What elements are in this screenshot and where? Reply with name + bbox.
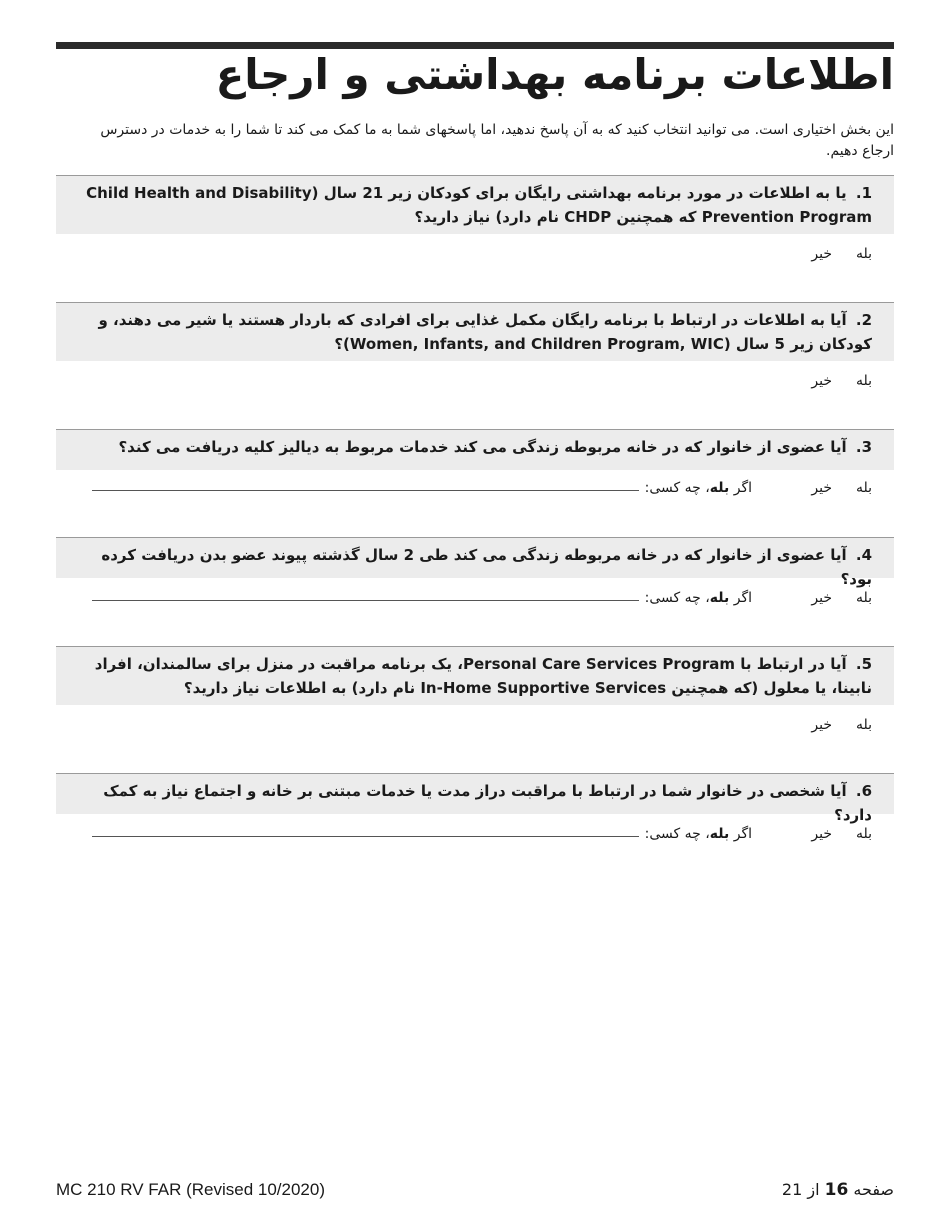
form-id: MC 210 RV FAR (Revised 10/2020) — [56, 1180, 325, 1199]
question-number: 1. — [855, 184, 872, 202]
question-number: 3. — [855, 438, 872, 456]
no-option[interactable]: خیر — [811, 717, 832, 733]
question-text: آیا شخصی در خانوار شما در ارتباط با مراقبت دراز مدت یا خدمات مبتنی بر خانه و اجتماع نیاز به کمک دارد؟ — [103, 782, 872, 824]
question-number: 5. — [855, 655, 872, 673]
question-text: آیا عضوی از خانوار که در خانه مربوطه زندگی می کند خدمات مربوط به دیالیز کلیه دریافت می کند؟ — [118, 438, 847, 456]
no-option[interactable]: خیر — [811, 246, 832, 262]
question-text: آیا عضوی از خانوار که در خانه مربوطه زندگی می کند طی 2 سال گذشته پیوند عضو بدن دریافت کرده بود؟ — [101, 546, 872, 588]
question-number: 6. — [855, 782, 872, 800]
who-answer-line[interactable] — [92, 826, 639, 837]
answer-row-5 — [70, 717, 872, 733]
question-text: یا به اطلاعات در مورد برنامه بهداشتی رایگان برای کودکان زیر 21 سال (Child Health and Disability Prevention Program که همچنین CHDP نام دارد) نیاز دارید؟ — [86, 184, 872, 226]
answer-row-6 — [70, 826, 872, 842]
if-yes-who-label: اگر بله، چه کسی: — [644, 590, 752, 606]
no-option[interactable]: خیر — [811, 480, 832, 496]
page-title: اطلاعات برنامه بهداشتی و ارجاع — [215, 50, 894, 99]
question-text: آیا در ارتباط با Personal Care Services Program، یک برنامه مراقبت در منزل برای سالمندان، افراد نابینا، یا معلول (که همچنین In-Home Supportive Services نام دارد) به اطلاعات نیاز دارید؟ — [94, 655, 872, 697]
yes-option[interactable]: بله — [855, 717, 872, 733]
question-4 — [56, 537, 894, 588]
no-option[interactable]: خیر — [811, 373, 832, 389]
question-6 — [56, 773, 894, 824]
who-answer-line[interactable] — [92, 590, 639, 601]
yes-option[interactable]: بله — [855, 480, 872, 496]
if-yes-who-label: اگر بله، چه کسی: — [644, 826, 752, 842]
yes-option[interactable]: بله — [855, 373, 872, 389]
answer-row-3 — [70, 480, 872, 496]
intro-text: این بخش اختیاری است. می توانید انتخاب کنید که به آن پاسخ ندهید، اما پاسخهای شما به ما کمک می کند تا شما را به خدمات در دسترس ارجاع دهیم. — [100, 122, 894, 159]
who-answer-line[interactable] — [92, 480, 639, 491]
no-option[interactable]: خیر — [811, 590, 832, 606]
question-number: 2. — [855, 311, 872, 329]
yes-option[interactable]: بله — [855, 246, 872, 262]
question-1 — [56, 175, 894, 234]
yes-option[interactable]: بله — [855, 826, 872, 842]
answer-row-2 — [70, 373, 872, 389]
question-5 — [56, 646, 894, 705]
top-rule — [56, 42, 894, 49]
if-yes-who-label: اگر بله، چه کسی: — [644, 480, 752, 496]
answer-row-1 — [70, 246, 872, 262]
question-number: 4. — [855, 546, 872, 564]
question-2 — [56, 302, 894, 361]
question-3 — [56, 429, 894, 470]
yes-option[interactable]: بله — [855, 590, 872, 606]
no-option[interactable]: خیر — [811, 826, 832, 842]
answer-row-4 — [70, 590, 872, 606]
page-number: صفحه 16 از 21 — [781, 1180, 894, 1200]
question-text: آیا به اطلاعات در ارتباط با برنامه رایگان مکمل غذایی برای افرادی که باردار هستند یا شیر می دهند، و کودکان زیر 5 سال (Women, Infants, and Children Program, WIC)؟ — [98, 311, 872, 353]
